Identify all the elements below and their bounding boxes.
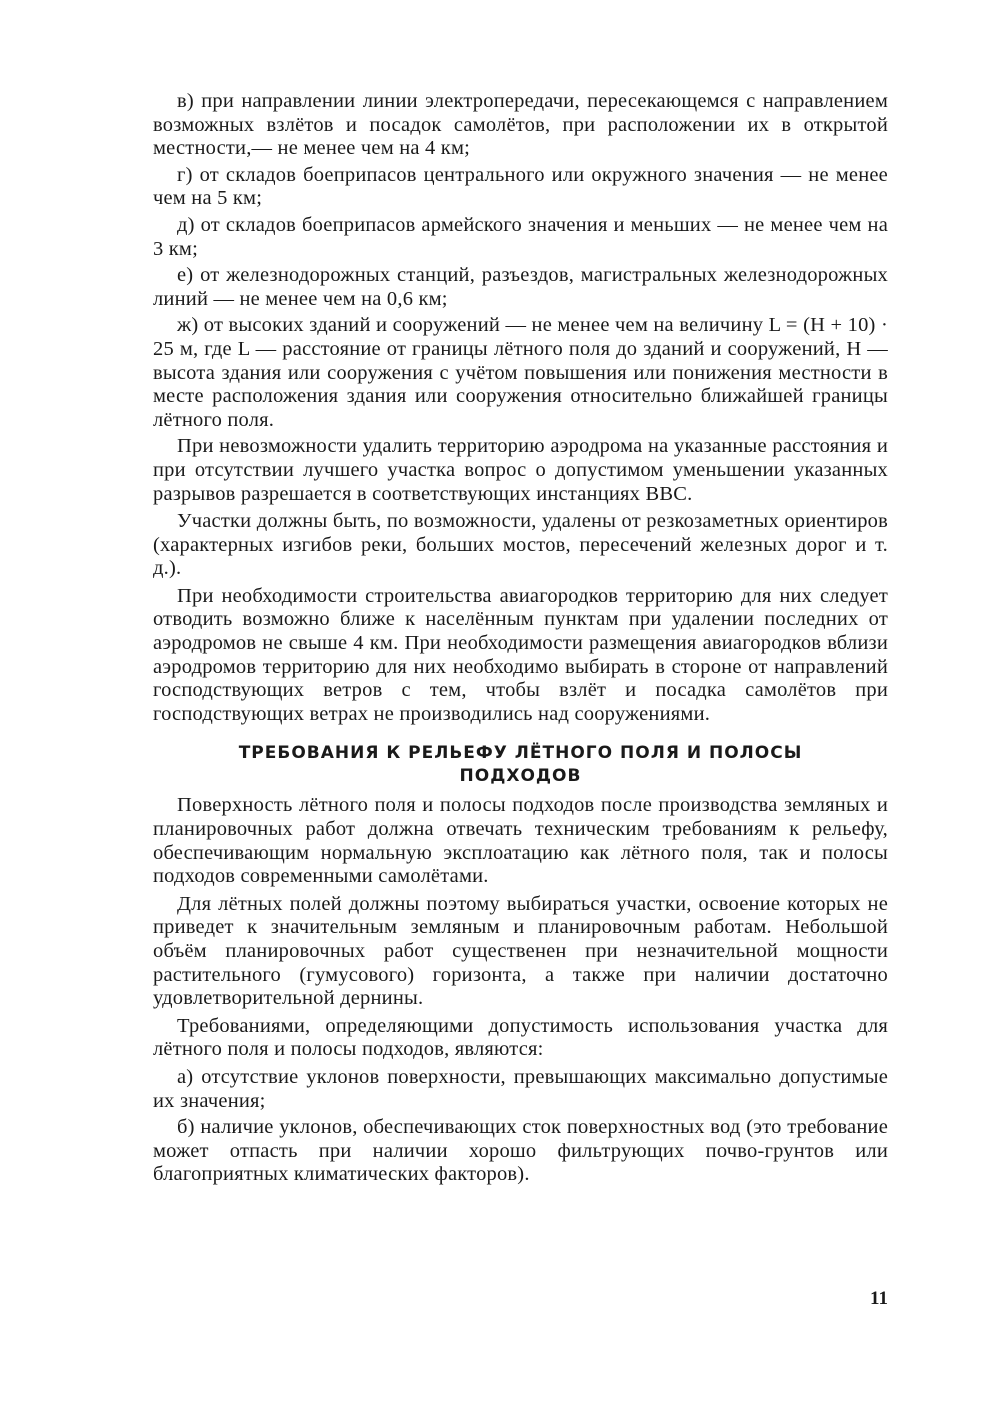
list-item-g: г) от складов боеприпасов центрального или окружного значения — не менее чем на 5 км; [153,163,888,210]
list-item-a: а) отсутствие уклонов поверхности, превышающих максимально допустимые их значения; [153,1065,888,1112]
section-heading-line-2: ПОДХОДОВ [459,766,582,787]
page-body [153,90,888,1190]
paragraph-surface-requirements: Поверхность лётного поля и полосы подходов после производства земляных и планировочных работ должна отвечать техническим требованиям к рельефу, обеспечивающим нормальную эксплоатацию как лётного поля, так и полосы подходов современными самолётами. [153,794,888,888]
list-item-e: е) от железнодорожных станций, разъездов, магистральных железнодорожных линий — не менее чем на 0,6 км; [153,264,888,310]
list-item-b: б) наличие уклонов, обеспечивающих сток поверхностных вод (это требование может отпасть при наличии хорошо фильтрующих почво-грунтов или благоприятных климатических факторов). [153,1116,888,1186]
paragraph-landmarks: Участки должны быть, по возможности, удалены от резкозаметных ориентиров (характерных изгибов реки, больших мостов, пересечений железных дорог и т. д.). [153,510,888,580]
paragraph-criteria-intro: Требованиями, определяющими допустимость использования участка для лётного поля и полосы подходов, являются: [153,1014,888,1061]
list-item-d: д) от складов боеприпасов армейского значения и меньших — не менее чем на 3 км; [153,213,888,260]
paragraph-aviation-towns: При необходимости строительства авиагородков территорию для них следует отводить возможно ближе к населённым пунктам при удалении последних от аэродромов не свыше 4 км. При необходимости размещения авиагородков вблизи аэродромов территорию для них необходимо выбирать в стороне от направлений господствующих ветров с тем, чтобы взлёт и посадка самолётов при господствующих ветрах не производились над сооружениями. [153,584,888,725]
section-heading [153,742,888,788]
list-item-zh: ж) от высоких зданий и сооружений — не менее чем на величину L = (H + 10) · 25 м, где L — расстояние от границы лётного поля до зданий и сооружений, H — высота здания или сооружения с учётом повышения или понижения местности в месте расположения здания или сооружения относительно ближайшей границы лётного поля. [153,314,888,431]
paragraph-site-selection: Для лётных полей должны поэтому выбираться участки, освоение которых не приведет к значительным земляным и планировочным работам. Небольшой объём планировочных работ существенен при незначительной мощности растительного (гумусового) горизонта, а также при наличии достаточно удовлетворительной дернины. [153,892,888,1010]
list-item-v: в) при направлении линии электропередачи, пересекающемся с направлением возможных взлётов и посадок самолётов, при расположении их в открытой местности,— не менее чем на 4 км; [153,90,888,160]
page-number: 11 [870,1288,888,1309]
section-heading-line-1: ТРЕБОВАНИЯ К РЕЛЬЕФУ ЛЁТНОГО ПОЛЯ И ПОЛОСЫ [238,743,803,764]
paragraph-distance-reduction: При невозможности удалить территорию аэродрома на указанные расстояния и при отсутствии лучшего участка вопрос о допустимом уменьшении указанных разрывов разрешается в соответствующих инстанциях ВВС. [153,435,888,505]
